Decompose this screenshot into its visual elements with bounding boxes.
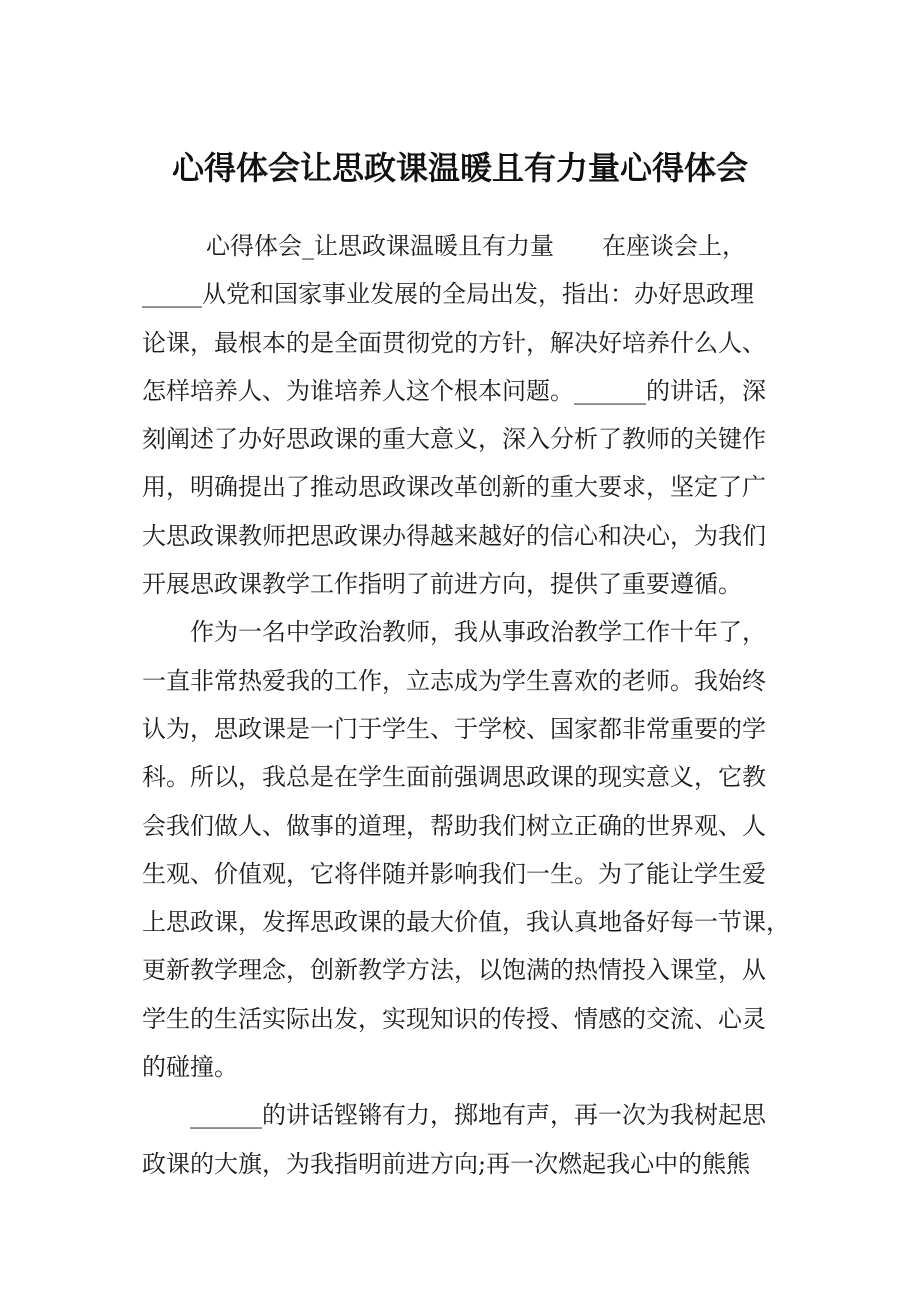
text-line: 大思政课教师把思政课办得越来越好的信心和决心，为我们 <box>142 521 766 550</box>
text-line: 科。所以，我总是在学生面前强调思政课的现实意义，它教 <box>142 763 766 792</box>
text-line: 政课的大旗，为我指明前进方向;再一次燃起我心中的熊熊 <box>142 1149 751 1178</box>
text-line: 作为一名中学政治教师，我从事政治教学工作十年了， <box>190 618 766 647</box>
text-line: 怎样培养人、为谁培养人这个根本问题。______的讲话，深 <box>142 376 766 405</box>
document-title: 心得体会让思政课温暖且有力量心得体会 <box>171 149 748 187</box>
text-line: ______的讲话铿锵有力，掷地有声，再一次为我树起思 <box>190 1101 766 1130</box>
text-line: 刻阐述了办好思政课的重大意义，深入分析了教师的关键作 <box>142 425 766 454</box>
text-line: _____从党和国家事业发展的全局出发，指出：办好思政理 <box>142 280 754 309</box>
text-line: 的碰撞。 <box>142 1053 238 1082</box>
text-line: 认为，思政课是一门于学生、于学校、国家都非常重要的学 <box>142 714 766 743</box>
text-line: 会我们做人、做事的道理，帮助我们树立正确的世界观、人 <box>142 811 766 840</box>
text-line: 更新教学理念，创新教学方法，以饱满的热情投入课堂，从 <box>142 956 766 985</box>
paragraph-2 <box>142 608 792 1091</box>
text-line: 一直非常热爱我的工作，立志成为学生喜欢的老师。我始终 <box>142 666 766 695</box>
paragraph-1 <box>142 222 792 608</box>
text-line: 学生的生活实际出发，实现知识的传授、情感的交流、心灵 <box>142 1004 766 1033</box>
text-line: 心得体会_让思政课温暖且有力量 在座谈会上， <box>206 232 746 260</box>
document-body <box>142 222 792 1188</box>
text-line: 生观、价值观，它将伴随并影响我们一生。为了能让学生爱 <box>142 859 766 888</box>
text-line: 用，明确提出了推动思政课改革创新的重大要求，坚定了广 <box>142 473 766 502</box>
text-line: 论课，最根本的是全面贯彻党的方针，解决好培养什么人、 <box>142 328 766 357</box>
text-line: 上思政课，发挥思政课的最大价值，我认真地备好每一节课， <box>142 908 790 937</box>
text-line: 开展思政课教学工作指明了前进方向，提供了重要遵循。 <box>142 570 742 599</box>
paragraph-3 <box>142 1091 792 1188</box>
